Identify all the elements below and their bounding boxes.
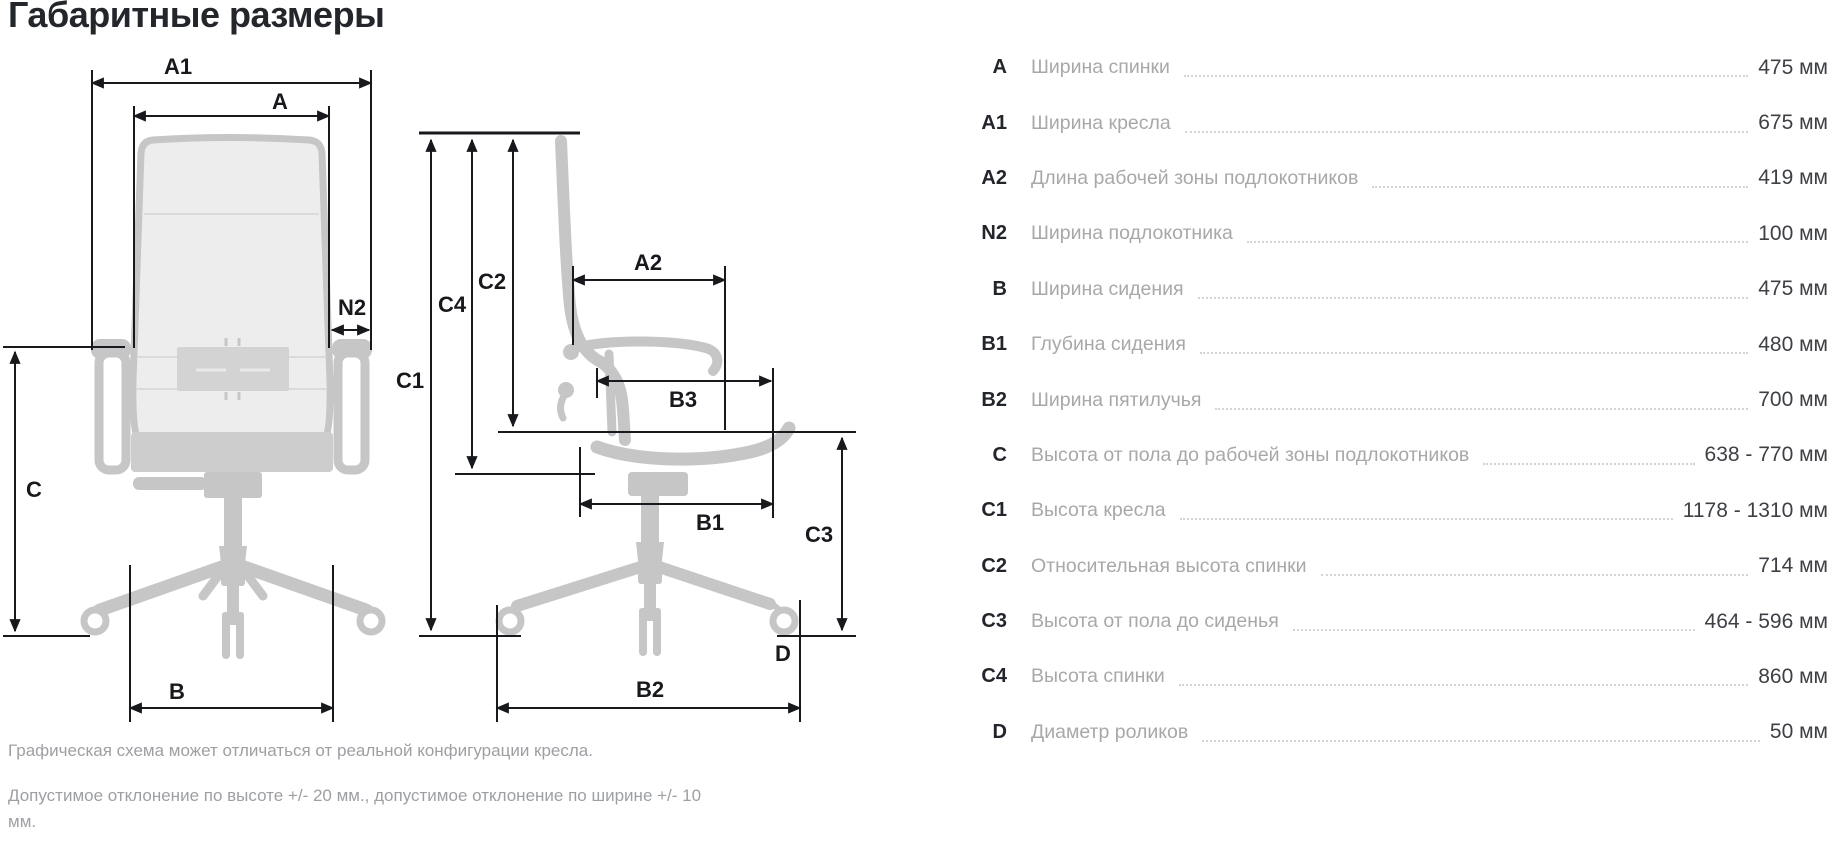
dimension-label: Ширина пятилучья [1031, 388, 1202, 411]
dimension-label-c: C [26, 477, 42, 502]
side-base-arm-left [517, 564, 650, 606]
chair-dimensions-diagram [0, 0, 900, 745]
chair-side-view [396, 133, 856, 722]
dimension-row [955, 317, 1828, 372]
front-caster-fork-top [221, 560, 245, 586]
front-backrest [133, 138, 330, 442]
side-caster-right [773, 610, 795, 632]
dimension-value: 714 мм [1758, 554, 1828, 578]
dimension-code: N2 [981, 222, 1007, 245]
dimension-row [955, 649, 1828, 704]
dimension-label-c1: C1 [395, 368, 425, 393]
dimension-code: C [992, 443, 1007, 466]
dotted-leader [1184, 58, 1748, 77]
dimension-label: Высота спинки [1031, 665, 1165, 688]
dotted-leader [1483, 446, 1694, 465]
tolerance-note: Допустимое отклонение по высоте +/- 20 мм., допустимое отклонение по ширине +/- 10 мм. [8, 786, 702, 831]
dimension-code: C2 [981, 554, 1007, 577]
dimension-label: Высота от пола до сиденья [1031, 610, 1279, 633]
dimension-value: 419 мм [1758, 166, 1828, 190]
dimension-label: Диаметр роликов [1031, 720, 1189, 743]
side-base-arm-right [650, 564, 770, 604]
front-lever [133, 477, 207, 490]
dimension-label-b: B [169, 679, 185, 704]
side-caster-fork-stem [644, 584, 656, 612]
dimension-value: 638 - 770 мм [1704, 443, 1828, 467]
dimension-code: B [992, 277, 1007, 300]
dimension-value: 50 мм [1769, 720, 1828, 744]
dimension-value: 475 мм [1758, 277, 1828, 301]
dimension-label: Высота кресла [1031, 499, 1166, 522]
dimension-code: C3 [981, 610, 1007, 633]
front-gas-lift [224, 498, 242, 546]
dimension-code: A [992, 56, 1007, 79]
dimension-row [955, 705, 1828, 760]
dimension-row [955, 95, 1828, 150]
dimension-label: Ширина подлокотника [1031, 222, 1233, 245]
dotted-leader [1215, 391, 1748, 410]
dimension-label-c2: C2 [477, 269, 507, 294]
dimension-value: 700 мм [1758, 388, 1828, 412]
dimension-value: 100 мм [1758, 221, 1828, 245]
dimension-label: Высота от пола до рабочей зоны подлокотников [1031, 443, 1470, 466]
side-mechanism-knob [558, 382, 574, 398]
front-seat [131, 432, 333, 472]
dimension-row [955, 372, 1828, 427]
dimension-label: Относительная высота спинки [1031, 554, 1307, 577]
dimension-value: 675 мм [1758, 111, 1828, 135]
front-lumbar-pad [177, 347, 289, 391]
dimension-row [955, 594, 1828, 649]
side-backrest-knob [563, 344, 579, 360]
dimension-label-a: A [272, 89, 288, 114]
dimension-label-a2: A2 [633, 250, 663, 275]
dimension-value: 480 мм [1758, 332, 1828, 356]
dimension-row [955, 483, 1828, 538]
dimension-label-b3: B3 [668, 387, 698, 412]
dimension-label: Ширина сидения [1031, 277, 1184, 300]
front-armrest-support-left [99, 353, 126, 470]
dimension-row [955, 262, 1828, 317]
dotted-leader [1321, 557, 1749, 576]
dimension-label-b1: B1 [695, 510, 725, 535]
front-seat-mechanism [204, 472, 262, 498]
front-caster-left [84, 610, 106, 632]
dimension-row [955, 151, 1828, 206]
dimension-value: 464 - 596 мм [1704, 609, 1828, 633]
side-gas-lift [641, 496, 659, 542]
dotted-leader [1180, 501, 1673, 520]
front-caster-right [360, 610, 382, 632]
dimension-label-b2: B2 [635, 677, 665, 702]
side-mechanism-clip [561, 398, 564, 418]
dimension-label: Ширина спинки [1031, 56, 1170, 79]
dimensions-list [955, 40, 1828, 760]
dimension-value: 1178 - 1310 мм [1682, 498, 1828, 522]
dotted-leader [1372, 169, 1748, 188]
dotted-leader [1200, 335, 1748, 354]
dimension-row [955, 206, 1828, 261]
dimension-c1 [396, 140, 431, 630]
dimension-row [955, 539, 1828, 594]
dimension-code: A2 [981, 166, 1007, 189]
dimension-label-c3: C3 [804, 522, 834, 547]
dimension-code: C4 [981, 665, 1007, 688]
diagram-note: Графическая схема может отличаться от реальной конфигурации кресла. [8, 741, 593, 760]
front-armrest-support-right [338, 353, 365, 470]
dotted-leader [1185, 114, 1749, 133]
dotted-leader [1198, 280, 1749, 299]
dotted-leader [1202, 723, 1760, 742]
dotted-leader [1293, 612, 1695, 631]
dimension-label-c4: C4 [437, 292, 467, 317]
dimension-value: 860 мм [1758, 664, 1828, 688]
dimension-label: Глубина сидения [1031, 333, 1186, 356]
dimension-code: C1 [981, 499, 1007, 522]
dotted-leader [1247, 224, 1748, 243]
chair-front-view [3, 54, 382, 722]
dimension-code: A1 [981, 111, 1007, 134]
side-seat-mechanism [628, 472, 688, 496]
side-caster-fork-top [638, 560, 662, 584]
chair-diagram-svg [0, 0, 900, 745]
dimension-row [955, 40, 1828, 95]
dimension-label-a1: A1 [163, 54, 193, 79]
dimension-c3 [777, 438, 856, 636]
dimension-code: B2 [981, 388, 1007, 411]
front-caster-fork-stem [227, 586, 239, 616]
side-caster-left [499, 610, 521, 632]
dimension-label: Длина рабочей зоны подлокотников [1031, 166, 1359, 189]
dimension-c2 [478, 140, 856, 432]
dimension-value: 475 мм [1758, 55, 1828, 79]
dotted-leader [1179, 667, 1748, 686]
dimension-code: B1 [981, 333, 1007, 356]
dimension-code: D [992, 720, 1007, 743]
page-title: Габаритные размеры [8, 0, 385, 35]
dimension-label: Ширина кресла [1031, 111, 1171, 134]
dimension-label-n2: N2 [337, 295, 367, 320]
notes [8, 738, 708, 835]
dimension-n2 [332, 295, 369, 330]
side-armrest-support [609, 354, 612, 432]
dimension-row [955, 428, 1828, 483]
dimension-label-d: D [775, 641, 791, 666]
